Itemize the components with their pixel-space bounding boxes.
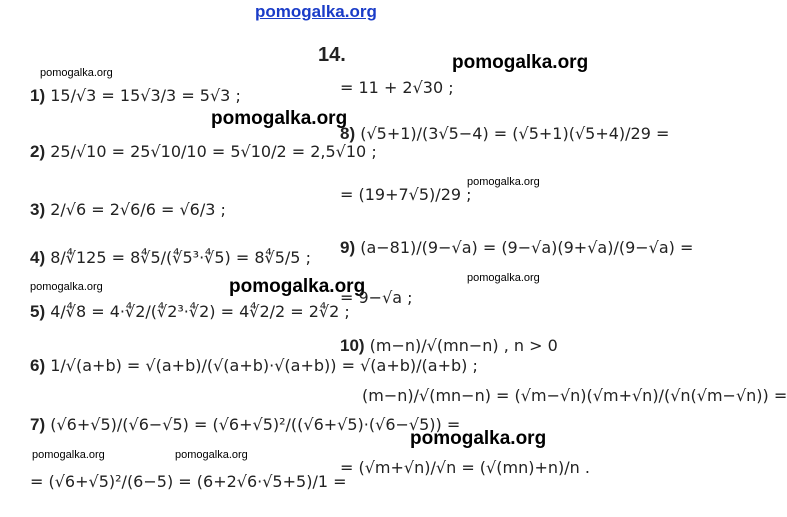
problem-6-number: 6) [30, 356, 46, 375]
problem-10-number: 10) [340, 336, 365, 355]
watermark-left-mid: pomogalka.org [30, 281, 103, 293]
watermark-right-small-1: pomogalka.org [467, 176, 540, 188]
problem-7-result-expression: = 11 + 2√30 ; [340, 78, 454, 97]
problem-1 [30, 86, 241, 106]
problem-8-expression: (√5+1)/(3√5−4) = (√5+1)(√5+4)/29 = [360, 124, 670, 143]
problem-4-expression: 8/∜125 = 8∜5/(∜5³·∜5) = 8∜5/5 ; [50, 248, 311, 267]
problem-7-result [340, 78, 454, 98]
problem-2-expression: 25/√10 = 25√10/10 = 5√10/2 = 2,5√10 ; [50, 142, 377, 161]
watermark-top[interactable]: pomogalka.org [255, 2, 377, 21]
watermark-left-top: pomogalka.org [40, 67, 113, 79]
problem-9-expression-line2: = 9−√a ; [340, 288, 413, 307]
watermark-left-bottom: pomogalka.org [32, 449, 105, 461]
problem-1-number: 1) [30, 86, 46, 105]
task-number: 14. [318, 44, 346, 66]
problem-3-number: 3) [30, 200, 46, 219]
problem-6 [30, 356, 478, 376]
watermark-right-top: pomogalka.org [452, 52, 589, 73]
problem-7 [30, 415, 460, 435]
problem-8-expression-line2: = (19+7√5)/29 ; [340, 185, 472, 204]
watermark-center-bottom: pomogalka.org [175, 449, 248, 461]
problem-9 [340, 238, 693, 258]
problem-8-number: 8) [340, 124, 356, 143]
problem-5 [30, 302, 350, 322]
problem-6-expression: 1/√(a+b) = √(a+b)/(√(a+b)·√(a+b)) = √(a+b)/(a+b) ; [50, 356, 478, 375]
problem-8 [340, 124, 669, 144]
problem-4-number: 4) [30, 248, 46, 267]
problem-7-expression: (√6+√5)/(√6−√5) = (√6+√5)²/((√6+√5)·(√6−√5)) = [50, 415, 461, 434]
problem-8-continued [340, 185, 472, 205]
watermark-center-mid: pomogalka.org [229, 276, 366, 297]
problem-7-expression-line2: = (√6+√5)²/(6−5) = (6+2√6·√5+5)/1 = [30, 472, 347, 491]
problem-5-number: 5) [30, 302, 46, 321]
problem-9-expression: (a−81)/(9−√a) = (9−√a)(9+√a)/(9−√a) = [360, 238, 694, 257]
problem-1-expression: 15/√3 = 15√3/3 = 5√3 ; [50, 86, 241, 105]
problem-3 [30, 200, 226, 220]
problem-10-step [362, 386, 787, 406]
problem-7-number: 7) [30, 415, 46, 434]
problem-7-continued [30, 472, 347, 492]
watermark-right-small-2: pomogalka.org [467, 272, 540, 284]
problem-9-number: 9) [340, 238, 356, 257]
problem-2 [30, 142, 377, 162]
problem-10-result [340, 458, 590, 478]
watermark-center-top: pomogalka.org [211, 108, 348, 129]
problem-5-expression: 4/∜8 = 4·∜2/(∜2³·∜2) = 4∜2/2 = 2∜2 ; [50, 302, 350, 321]
problem-9-continued [340, 288, 413, 308]
problem-10-expression-line3: = (√m+√n)/√n = (√(mn)+n)/n . [340, 458, 590, 477]
problem-10-expression: (m−n)/√(mn−n) , n > 0 [369, 336, 558, 355]
problem-2-number: 2) [30, 142, 46, 161]
problem-3-expression: 2/√6 = 2√6/6 = √6/3 ; [50, 200, 226, 219]
watermark-right-bottom: pomogalka.org [410, 428, 547, 449]
problem-10-expression-line2: (m−n)/√(mn−n) = (√m−√n)(√m+√n)/(√n(√m−√n)) = [362, 386, 787, 405]
problem-4 [30, 248, 311, 268]
problem-10 [340, 336, 558, 356]
